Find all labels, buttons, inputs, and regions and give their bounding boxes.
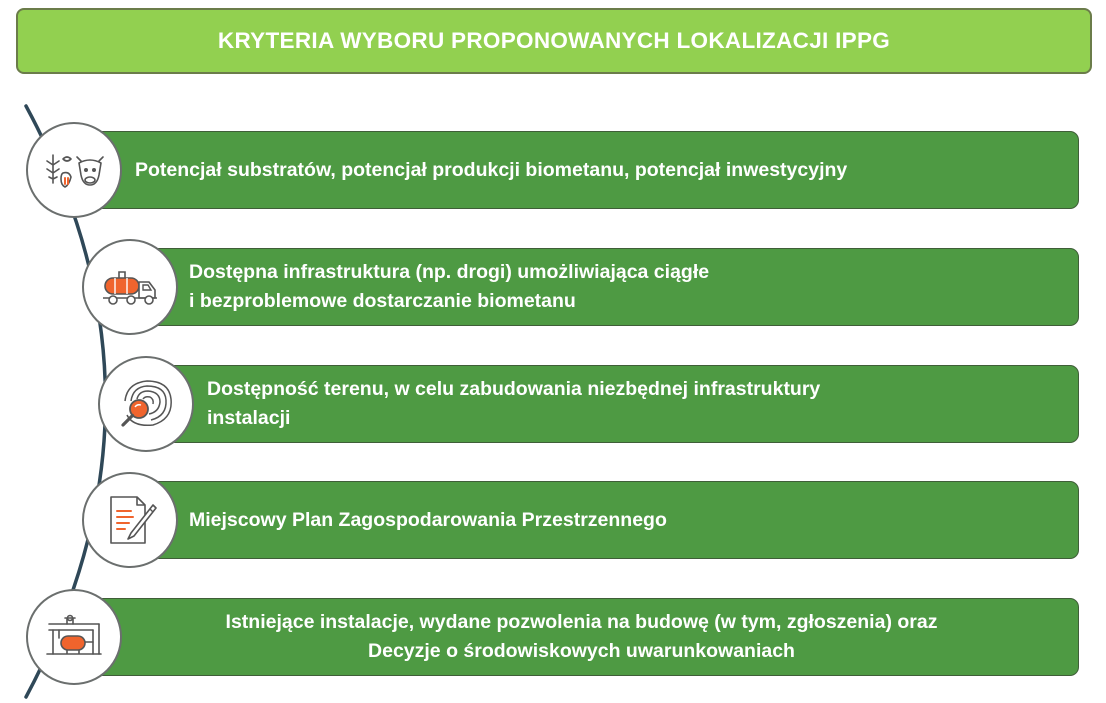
criterion-bar-5: [84, 598, 1079, 676]
criterion-text-1: Potencjał substratów, potencjał produkcji biometanu, potencjał inwestycyjny: [135, 158, 848, 181]
criterion-icon-circle-5: [26, 589, 122, 685]
terrain-magnifier-icon: [113, 371, 179, 437]
criterion-bar-4: [140, 481, 1079, 559]
criterion-text-2: Dostępna infrastruktura (np. drogi) umożliwiająca ciągłe i bezproblemowe dostarczanie biometanu: [189, 261, 710, 312]
criterion-text-3: Dostępność terenu, w celu zabudowania niezbędnej infrastruktury instalacji: [207, 378, 821, 429]
tanker-truck-icon: [97, 254, 163, 320]
criterion-text-5: Istniejące instalacje, wydane pozwolenia na budowę (w tym, zgłoszenia) oraz Decyzje o środowiskowych uwarunkowaniach: [225, 611, 938, 662]
criterion-bar-1: [84, 131, 1079, 209]
criterion-icon-circle-4: [82, 472, 178, 568]
pipeline-installation-icon: [41, 604, 107, 670]
livestock-substrates-icon: [41, 137, 107, 203]
criterion-bar-3: [156, 365, 1079, 443]
criterion-icon-circle-1: [26, 122, 122, 218]
criterion-text-4: Miejscowy Plan Zagospodarowania Przestrzennego: [189, 508, 667, 531]
document-pen-icon: [97, 487, 163, 553]
page-title: KRYTERIA WYBORU PROPONOWANYCH LOKALIZACJI IPPG: [217, 28, 891, 53]
criterion-bar-2: [140, 248, 1079, 326]
criterion-icon-circle-3: [98, 356, 194, 452]
criterion-icon-circle-2: [82, 239, 178, 335]
